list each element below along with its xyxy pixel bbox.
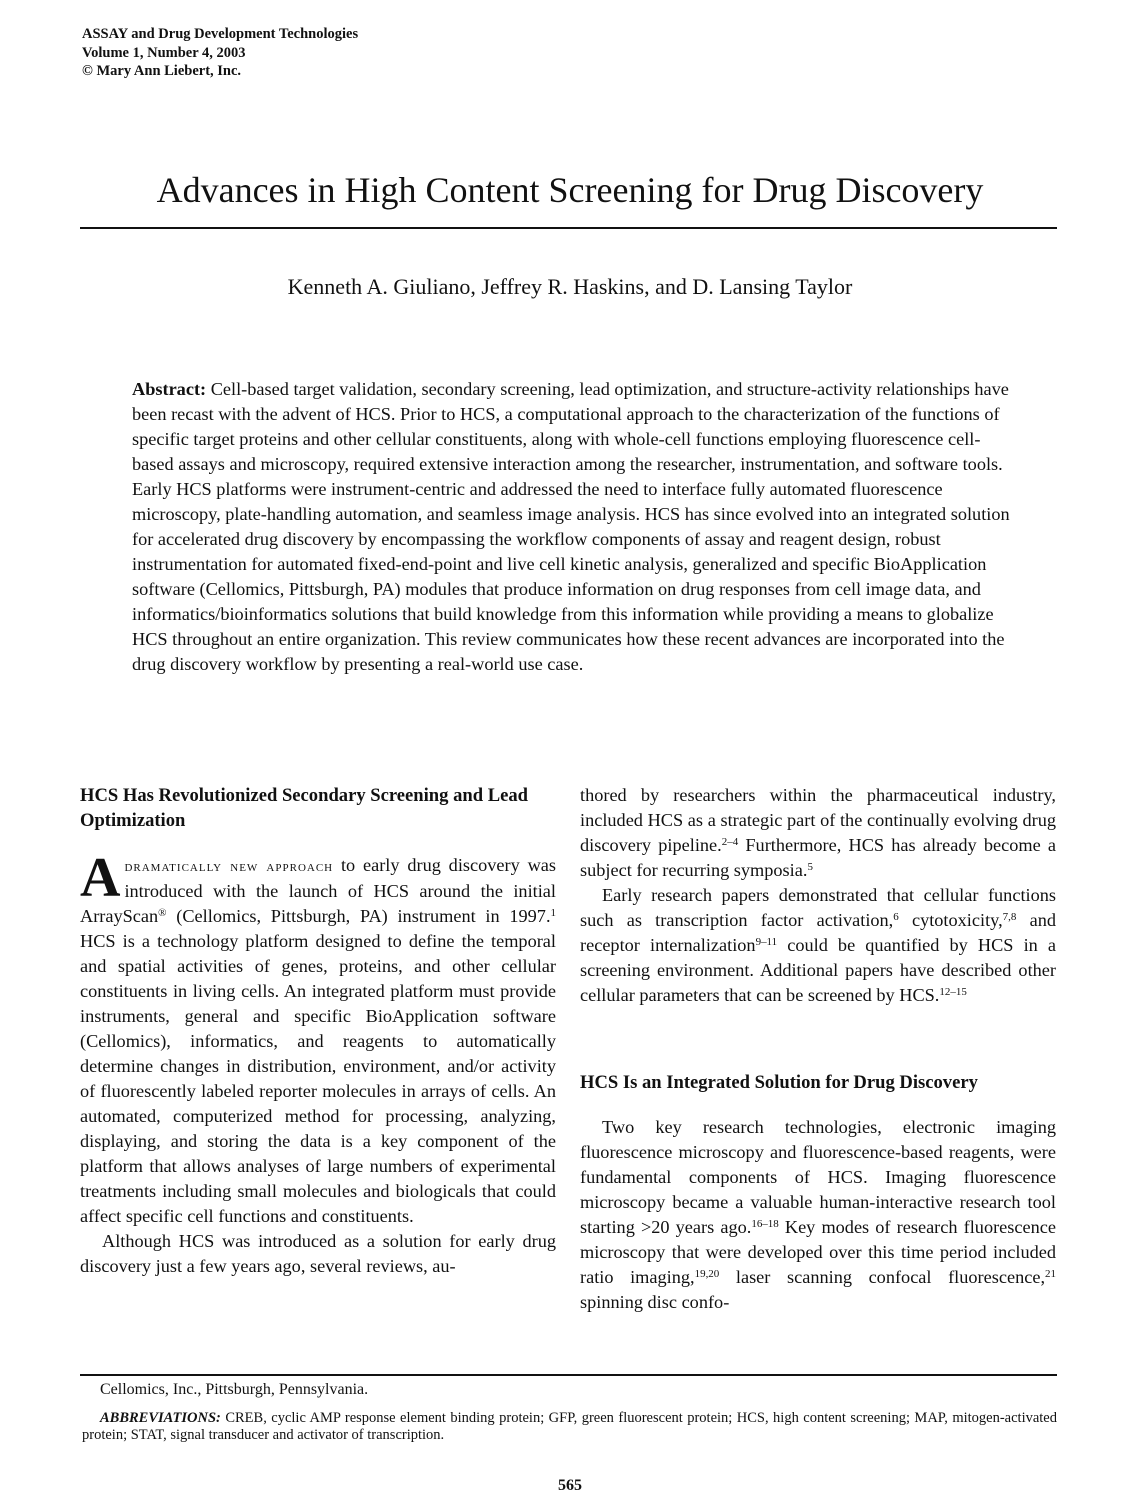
abbreviations-label: ABBREVIATIONS: <box>100 1410 221 1426</box>
citation-ref: 1 <box>550 906 556 919</box>
title-divider <box>80 227 1057 229</box>
citation-ref: 7,8 <box>1002 910 1017 923</box>
article-title: Advances in High Content Screening for Drug Discovery <box>156 170 984 210</box>
section-heading-revolutionized: HCS Has Revolutionized Secondary Screening and Lead Optimization <box>80 785 529 831</box>
footnote-divider <box>80 1374 1057 1376</box>
body-paragraph: Early research papers demonstrated that cellular functions such as transcription factor activation,$^6$ cytotoxicity,$^{7,8}$ and receptor internalization$^{9-11}$ could be quantified by HCS in a screening environment. Additional papers have described other cellular parameters that can be screened by HCS.$^{12-15}$ <box>580 885 1057 1005</box>
registered-mark: ® <box>158 906 167 919</box>
section-heading-integrated: HCS Is an Integrated Solution for Drug Discovery <box>580 1072 978 1093</box>
citation-ref: 9–11 <box>755 935 778 948</box>
journal-volume: Volume 1, Number 4, 2003 <box>82 44 246 61</box>
right-column <box>580 783 1056 1315</box>
journal-header <box>82 25 358 81</box>
body-paragraph: Two key research technologies, electronic imaging fluorescence microscopy and fluorescence-based reagents, were fundamental components of HCS. Imaging fluorescence microscopy became a valuable human-interactive research tool starting >20 years ago.$^{16-18}$ Key modes of research fluorescence microscopy that were developed over this time period included ratio imaging,$^{19,20}$ laser scanning confocal fluorescence,$^{21}$ spinning disc confo- <box>580 1117 1057 1312</box>
lead-in-smallcaps: dramatically new approach <box>124 858 334 875</box>
citation-ref: 6 <box>893 910 899 923</box>
page-number: 565 <box>558 1477 582 1494</box>
body-paragraph: Adramatically new approach to early drug discovery was introduced with the launch of HCS around the initial ArrayScan® (Cellomics, Pittsburgh, PA) instrument in 1997.$^1$ HCS is a technology platform designed to define the temporal and spatial activities of genes, proteins, and other cellular constituents in living cells. An integrated platform must provide instruments, general and specific BioApplication software (Cellomics), informatics, and reagents to automatically determine changes in distribution, environment, and/or activity of fluorescently labeled reporter molecules in arrays of cells. An automated, computerized method for processing, analyzing, displaying, and storing the data is a key component of the platform that allows analyses of large numbers of experimental treatments including small molecules and biologicals that could affect specific cell functions and constituents. <box>80 847 557 1226</box>
citation-ref: 16–18 <box>751 1217 779 1230</box>
abbreviations-text: CREB, cyclic AMP response element binding protein; GFP, green fluorescent protein; HCS, high content screening; MAP, mitogen-activated protein; STAT, signal transducer and activator of transcription. <box>82 1410 1057 1443</box>
citation-ref: 12–15 <box>939 985 967 998</box>
abbreviations-footnote <box>82 1410 1057 1444</box>
journal-name: ASSAY and Drug Development Technologies <box>82 26 359 42</box>
body-paragraph: Although HCS was introduced as a solution for early drug discovery just a few years ago, several reviews, au- <box>80 1231 556 1276</box>
body-paragraph: thored by researchers within the pharmaceutical industry, included HCS as a strategic part of the continually evolving drug discovery pipeline.$^{2-4}$ Furthermore, HCS has already become a subject for recurring symposia.$^5$ <box>580 785 1056 880</box>
citation-ref: 21 <box>1045 1267 1057 1280</box>
abstract-text: Cell-based target validation, secondary screening, lead optimization, and structure-activity relationships have been recast with the advent of HCS. Prior to HCS, a computational approach to the characterization of the functions of specific target proteins and other cellular constituents, along with whole-cell functions employing fluorescence cell-based assays and microscopy, required extensive interaction among the researcher, instrumentation, and software tools. Early HCS platforms were instrument-centric and addressed the need to interface fully automated fluorescence microscopy, plate-handling automation, and seamless image analysis. HCS has since evolved into an integrated solution for accelerated drug discovery by encompassing the workflow components of assay and reagent design, robust instrumentation for automated fixed-end-point and live cell kinetic analysis, generalized and specific BioApplication software (Cellomics, Pittsburgh, PA) modules that produce information on drug responses from cell image data, and informatics/bioinformatics solutions that build knowledge from this information while providing a means to globalize HCS throughout an entire organization. This review communicates how these recent advances are incorporated into the drug discovery workflow by presenting a real-world use case. <box>132 379 1010 674</box>
abstract-label: Abstract: <box>132 379 207 399</box>
affiliation-footnote: Cellomics, Inc., Pittsburgh, Pennsylvania. <box>100 1381 369 1398</box>
left-column <box>80 783 556 1279</box>
author-list: Kenneth A. Giuliano, Jeffrey R. Haskins, and D. Lansing Taylor <box>287 274 853 299</box>
drop-cap: A <box>80 847 121 909</box>
journal-copyright: © Mary Ann Liebert, Inc. <box>82 63 242 79</box>
citation-ref: 19,20 <box>694 1267 720 1280</box>
abstract <box>132 377 1012 677</box>
citation-ref: 5 <box>807 860 813 873</box>
citation-ref: 2–4 <box>721 835 739 848</box>
